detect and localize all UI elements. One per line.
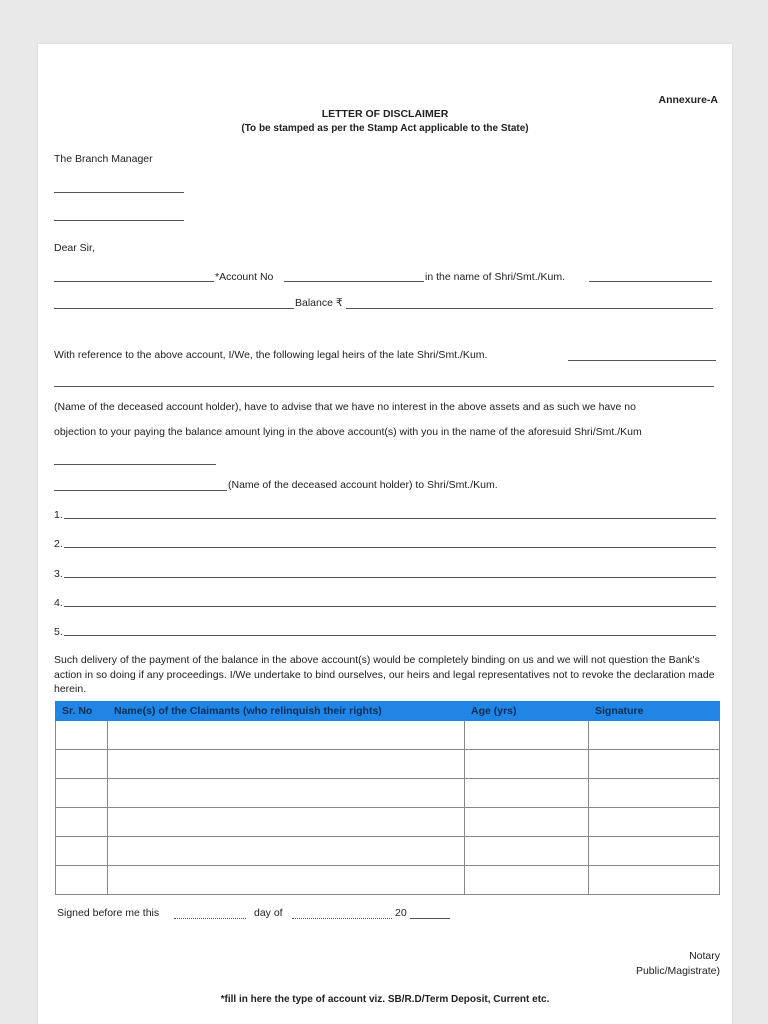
year-prefix-label: 20: [395, 907, 407, 919]
heir-number-1: 1.: [54, 509, 63, 521]
claimant-name-cell[interactable]: [108, 750, 465, 779]
signature-cell[interactable]: [589, 750, 720, 779]
sr-no-cell[interactable]: [56, 721, 108, 750]
balance-label: Balance ₹: [295, 297, 343, 309]
delivery-declaration-text: Such delivery of the payment of the balance in the above account(s) would be completely binding on us and we will not question the Bank's action in so doing if any proceedings. I/We undertake to bind ourselves, our heirs and legal representatives not to revoke the declaration made herein.: [54, 654, 715, 695]
heir-line-5[interactable]: [64, 635, 716, 636]
claimant-name-cell[interactable]: [108, 721, 465, 750]
heir-line-2[interactable]: [64, 547, 716, 548]
account-holder-name-field[interactable]: [589, 281, 712, 282]
deceased-holder-field[interactable]: [54, 490, 227, 491]
claimant-name-cell[interactable]: [108, 837, 465, 866]
column-header-signature: Signature: [589, 702, 720, 721]
heir-line-1[interactable]: [64, 518, 716, 519]
reference-text: With reference to the above account, I/We, the following legal heirs of the late Shri/Smt./Kum.: [54, 349, 488, 361]
table-row: [56, 837, 720, 866]
sr-no-cell[interactable]: [56, 750, 108, 779]
age-cell[interactable]: [465, 866, 589, 895]
age-cell[interactable]: [465, 721, 589, 750]
table-row: [56, 750, 720, 779]
heir-line-4[interactable]: [64, 606, 716, 607]
deceased-name-continuation-field[interactable]: [54, 386, 714, 387]
annexure-label: Annexure-A: [658, 94, 718, 106]
signature-cell[interactable]: [589, 721, 720, 750]
notary-line-1: Notary: [689, 950, 720, 962]
table-row: [56, 866, 720, 895]
signature-cell[interactable]: [589, 808, 720, 837]
heir-number-4: 4.: [54, 597, 63, 609]
sr-no-cell[interactable]: [56, 837, 108, 866]
table-row: [56, 808, 720, 837]
table-row: [56, 721, 720, 750]
payee-name-field[interactable]: [54, 464, 216, 465]
claimant-name-cell[interactable]: [108, 866, 465, 895]
heir-line-3[interactable]: [64, 577, 716, 578]
signature-cell[interactable]: [589, 837, 720, 866]
signed-year-field[interactable]: [410, 918, 450, 919]
account-type-footnote: *fill in here the type of account viz. SB/R.D/Term Deposit, Current etc.: [220, 994, 550, 1005]
heir-number-3: 3.: [54, 568, 63, 580]
letter-subtitle: (To be stamped as per the Stamp Act applicable to the State): [241, 123, 529, 134]
sr-no-cell[interactable]: [56, 779, 108, 808]
heir-number-2: 2.: [54, 538, 63, 550]
age-cell[interactable]: [465, 779, 589, 808]
disclaimer-letter-page: [38, 44, 732, 1024]
account-type-field[interactable]: [54, 281, 214, 282]
signature-cell[interactable]: [589, 866, 720, 895]
day-of-label: day of: [254, 907, 283, 919]
salutation: Dear Sir,: [54, 242, 95, 254]
notary-line-2: Public/Magistrate): [635, 965, 720, 977]
deceased-holder-text: (Name of the deceased account holder) to Shri/Smt./Kum.: [228, 479, 498, 491]
sr-no-cell[interactable]: [56, 866, 108, 895]
account-no-field[interactable]: [284, 281, 424, 282]
age-cell[interactable]: [465, 750, 589, 779]
letter-title: LETTER OF DISCLAIMER: [321, 108, 449, 120]
advise-text: (Name of the deceased account holder), have to advise that we have no interest in the above assets and as such we have no: [54, 401, 636, 413]
claimants-table-header: [56, 702, 720, 721]
signature-cell[interactable]: [589, 779, 720, 808]
address-line-2[interactable]: [54, 220, 184, 221]
account-no-label: *Account No: [215, 271, 274, 283]
claimants-table: [55, 701, 720, 895]
signed-month-field[interactable]: [292, 918, 392, 919]
table-row: [56, 779, 720, 808]
balance-field[interactable]: [346, 308, 713, 309]
claimant-name-cell[interactable]: [108, 808, 465, 837]
signed-day-field[interactable]: [174, 918, 246, 919]
account-holder-name-label: in the name of Shri/Smt./Kum.: [425, 271, 566, 283]
sr-no-cell[interactable]: [56, 808, 108, 837]
signed-before-label: Signed before me this: [57, 907, 160, 919]
column-header-claimant-name: Name(s) of the Claimants (who relinquish their rights): [108, 702, 465, 721]
age-cell[interactable]: [465, 808, 589, 837]
objection-text: objection to your paying the balance amount lying in the above account(s) with you in the name of the aforesuid Shri/Smt./Kum: [54, 426, 642, 438]
address-line-1[interactable]: [54, 192, 184, 193]
column-header-age: Age (yrs): [465, 702, 589, 721]
column-header-sr-no: Sr. No: [56, 702, 108, 721]
heir-number-5: 5.: [54, 626, 63, 638]
addressee: The Branch Manager: [54, 153, 153, 165]
deceased-name-field[interactable]: [568, 360, 716, 361]
claimant-name-cell[interactable]: [108, 779, 465, 808]
age-cell[interactable]: [465, 837, 589, 866]
balance-prefix-field[interactable]: [54, 308, 294, 309]
